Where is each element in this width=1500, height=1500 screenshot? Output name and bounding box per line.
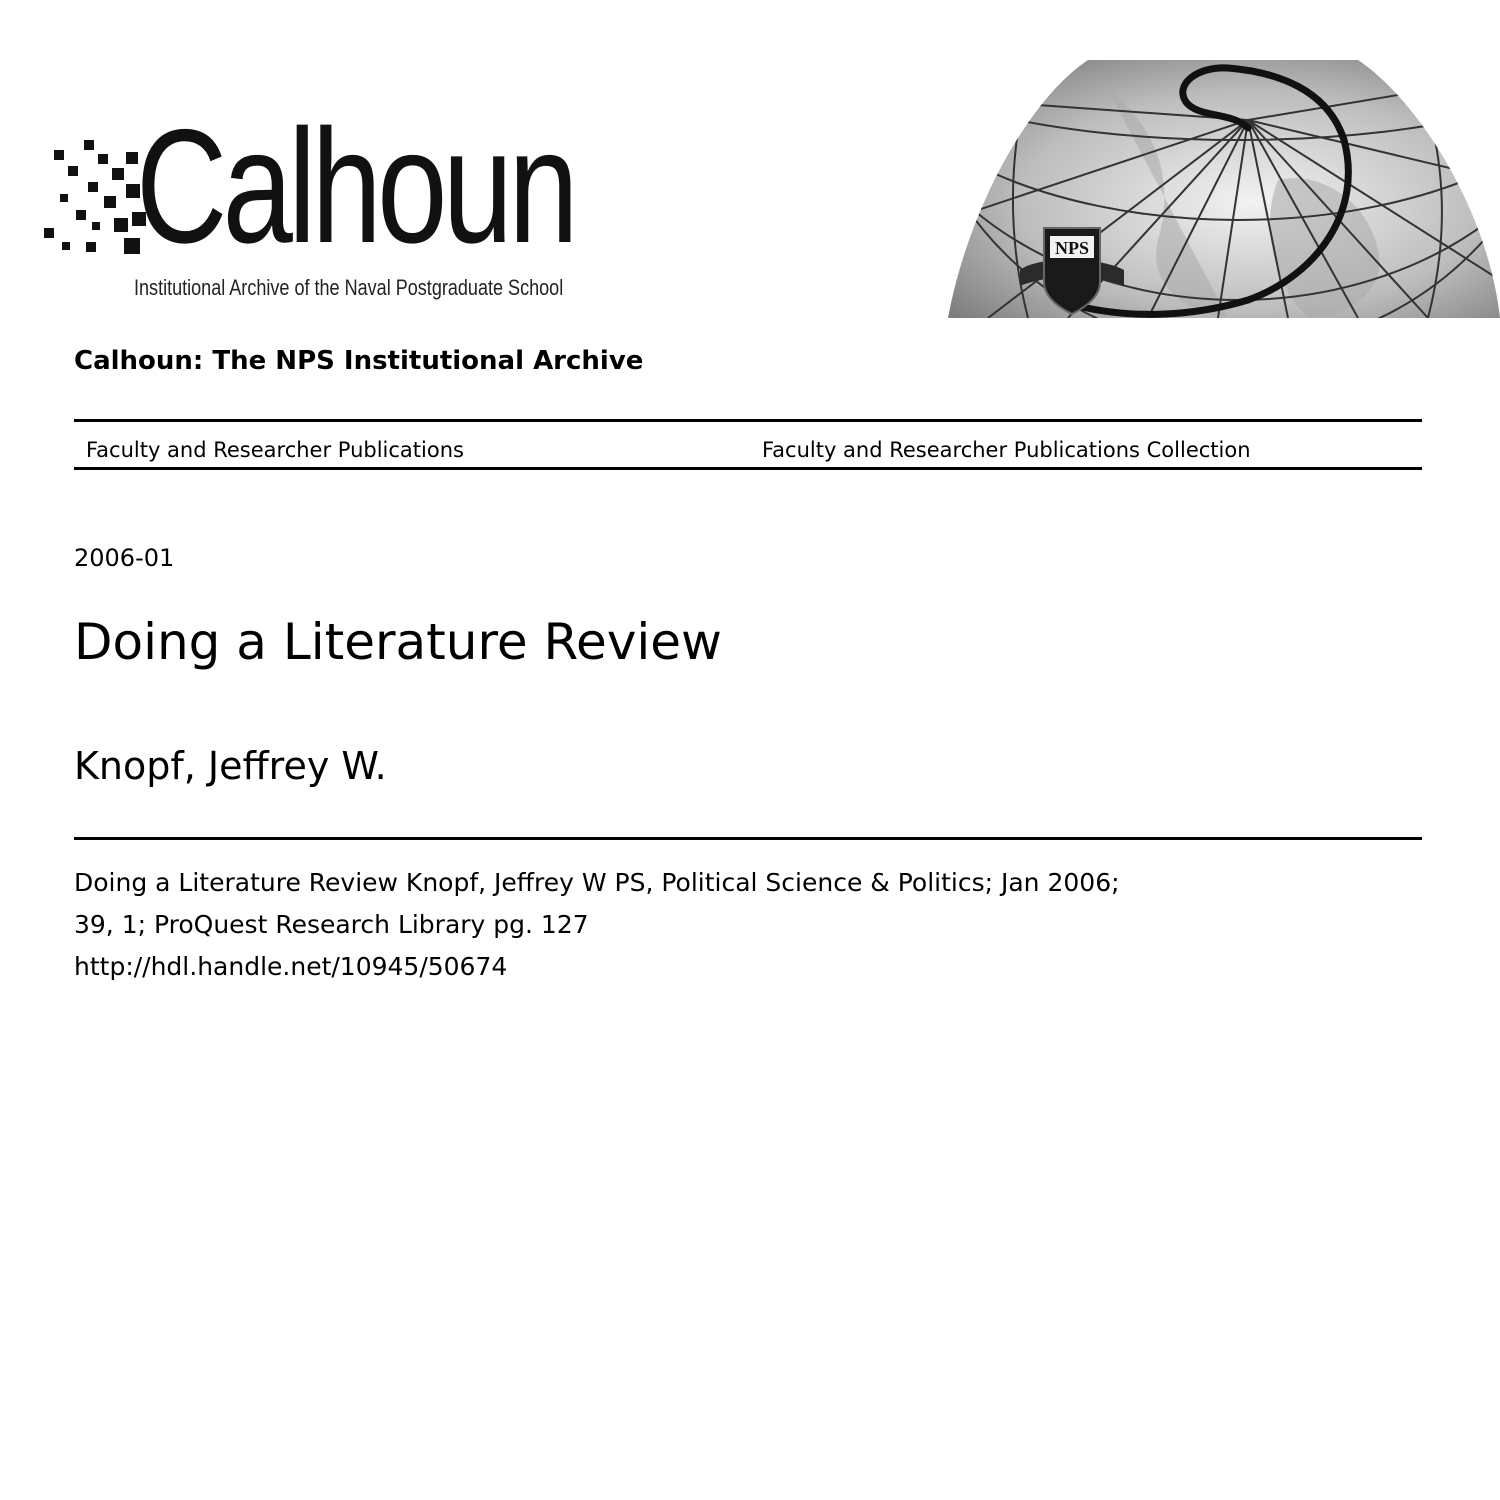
logo-subtitle: Institutional Archive of the Naval Postgraduate School bbox=[134, 275, 564, 300]
record-date: 2006-01 bbox=[74, 544, 175, 572]
author-rule bbox=[74, 837, 1422, 840]
record-author: Knopf, Jeffrey W. bbox=[74, 744, 387, 788]
collection-rule bbox=[74, 467, 1422, 470]
top-rule bbox=[74, 419, 1422, 422]
citation bbox=[74, 862, 1120, 988]
citation-line-1: Doing a Literature Review Knopf, Jeffrey W PS, Political Science & Politics; Jan 2006; bbox=[74, 868, 1120, 897]
citation-line-2: 39, 1; ProQuest Research Library pg. 127 bbox=[74, 910, 589, 939]
calhoun-logo bbox=[40, 96, 590, 310]
globe-spiral-icon bbox=[948, 60, 1500, 318]
logo-wordmark: Calhoun bbox=[136, 96, 574, 277]
svg-text:NPS: NPS bbox=[1054, 238, 1090, 258]
archive-name: Calhoun: The NPS Institutional Archive bbox=[74, 346, 644, 376]
handle-link[interactable]: http://hdl.handle.net/10945/50674 bbox=[74, 952, 508, 981]
record-title: Doing a Literature Review bbox=[74, 613, 722, 671]
pixel-dots-icon bbox=[40, 138, 150, 278]
collection-right: Faculty and Researcher Publications Collection bbox=[762, 438, 1251, 462]
collection-left: Faculty and Researcher Publications bbox=[86, 438, 464, 462]
